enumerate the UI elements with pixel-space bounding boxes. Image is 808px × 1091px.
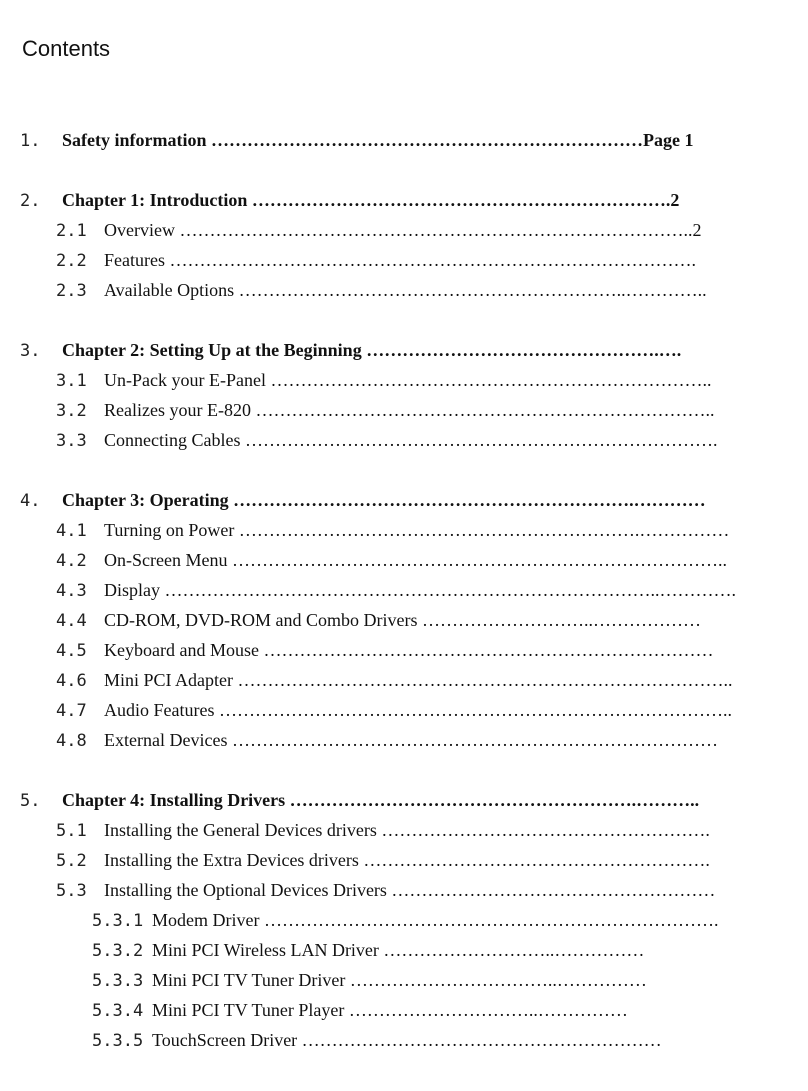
toc-text: Chapter 3: Operating ………………………………………………………….………… [62,490,706,510]
toc-text: On-Screen Menu ……………………………………………………………………….. [104,550,727,570]
toc-text: Mini PCI TV Tuner Player …………………………..…………… [152,1000,628,1020]
toc-entry [0,1000,808,1030]
toc-text: Chapter 4: Installing Drivers ………………………………………………….……….. [62,790,700,810]
toc-number: 5.3.3 [92,971,144,991]
toc-number: 3.3 [56,431,87,451]
toc-text: Un-Pack your E-Panel ……………………………………………………………….. [104,370,712,390]
toc-number: 4.2 [56,551,87,571]
toc-number: 3. [20,341,41,361]
toc-entry [0,850,808,880]
toc-text: Keyboard and Mouse ………………………………………………………………… [104,640,714,660]
toc-entry [0,280,808,310]
toc-text: Mini PCI Adapter ……………………………………………………………………….. [104,670,733,690]
toc-number: 3.1 [56,371,87,391]
toc-text: Installing the Optional Devices Drivers ……………………………………………… [104,880,716,900]
toc-entry [0,550,808,580]
toc-number: 4.1 [56,521,87,541]
toc-text: Chapter 1: Introduction …………………………………………………………….2 [62,190,680,210]
toc-number: 5.2 [56,851,87,871]
toc-entry [0,730,808,760]
toc-number: 4. [20,491,41,511]
toc-entry [0,640,808,670]
toc-number: 5. [20,791,41,811]
toc-entry [0,610,808,640]
toc-entry-chapter-2 [0,340,808,370]
toc-number: 5.3.4 [92,1001,144,1021]
toc-text: Mini PCI TV Tuner Driver ……………………………..…………… [152,970,647,990]
toc-text: TouchScreen Driver …………………………………………………… [152,1030,662,1050]
toc-number: 3.2 [56,401,87,421]
toc-text: Safety information ………………………………………………………………Page 1 [62,130,694,150]
toc-text: Overview …………………………………………………………………………..2 [104,220,702,240]
toc-number: 4.5 [56,641,87,661]
toc-number: 2. [20,191,41,211]
toc-text: External Devices ……………………………………………………………………… [104,730,718,750]
toc-entry [0,400,808,430]
toc-entry [0,370,808,400]
toc-number: 5.1 [56,821,87,841]
toc-entry-chapter-3 [0,490,808,520]
toc-entry [0,700,808,730]
toc-entry [0,1030,808,1060]
toc-text: Mini PCI Wireless LAN Driver ………………………..…………… [152,940,645,960]
toc-text: Turning on Power ………………………………………………………….…………… [104,520,730,540]
toc-number: 2.1 [56,221,87,241]
toc-number: 4.7 [56,701,87,721]
toc-number: 5.3 [56,881,87,901]
toc-entry [0,940,808,970]
toc-text: Modem Driver …………………………………………………………………. [152,910,719,930]
toc-number: 5.3.2 [92,941,144,961]
toc-text: Audio Features ………………………………………………………………………….. [104,700,732,720]
toc-entry [0,970,808,1000]
toc-number: 5.3.5 [92,1031,144,1051]
toc-number: 4.8 [56,731,87,751]
toc-entry-safety [0,130,808,160]
toc-text: Chapter 2: Setting Up at the Beginning ………………………………………….…. [62,340,682,360]
toc-number: 1. [20,131,41,151]
page-title: Contents [22,36,111,61]
toc-entry-chapter-1 [0,190,808,220]
toc-text: Installing the Extra Devices drivers …………………………………………………. [104,850,710,870]
toc-text: Available Options ………………………………………………………..………….. [104,280,707,300]
toc-entry [0,880,808,910]
toc-entry [0,520,808,550]
toc-number: 4.6 [56,671,87,691]
toc-number: 4.3 [56,581,87,601]
toc-entry [0,670,808,700]
toc-text: Connecting Cables ……………………………………………………………………. [104,430,718,450]
toc-text: Display ………………………………………………………………………..…………. [104,580,736,600]
toc-number: 5.3.1 [92,911,144,931]
toc-entry [0,580,808,610]
toc-entry [0,430,808,460]
toc-text: Features ……………………………………………………………………………. [104,250,696,270]
toc-entry [0,910,808,940]
toc-text: CD-ROM, DVD-ROM and Combo Drivers ………………………..……………… [104,610,701,630]
toc-number: 4.4 [56,611,87,631]
toc-text: Installing the General Devices drivers ………………………………………………. [104,820,710,840]
toc-text: Realizes your E-820 ………………………………………………………………….. [104,400,715,420]
toc-entry [0,820,808,850]
toc-entry [0,220,808,250]
toc-entry-chapter-4 [0,790,808,820]
toc-entry [0,250,808,280]
toc-number: 2.3 [56,281,87,301]
toc-number: 2.2 [56,251,87,271]
